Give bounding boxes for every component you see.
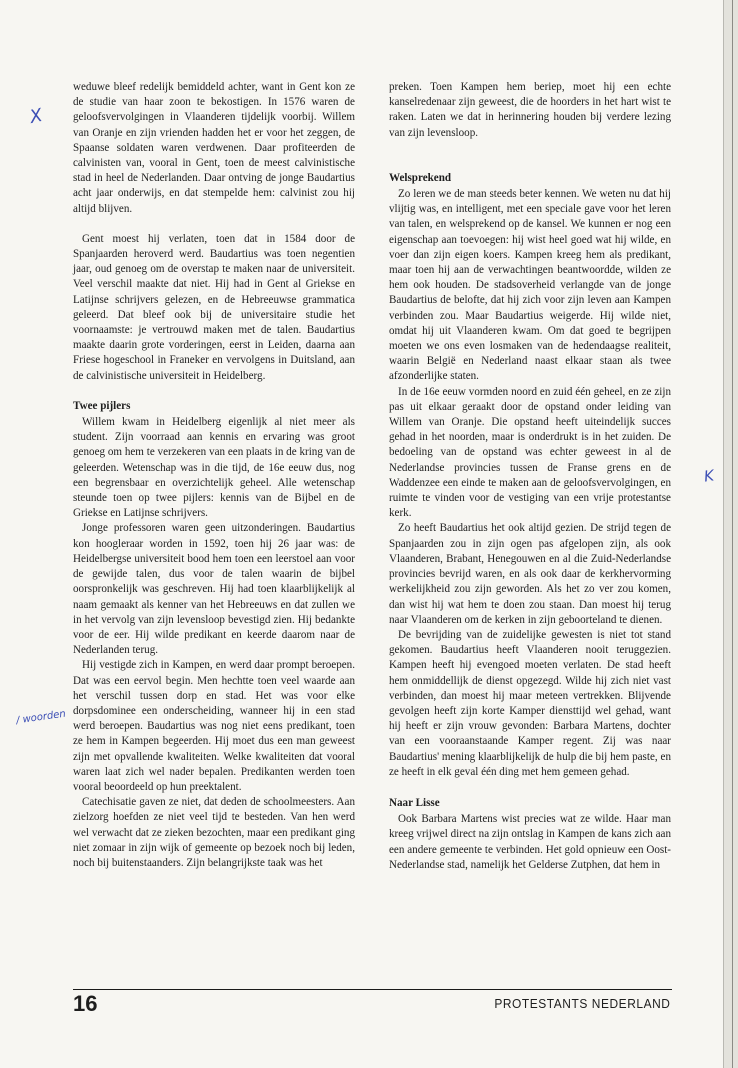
left-paragraph-4: Jonge professoren waren geen uitzonderingen. Baudartius kon hoogleraar worden in 1592, toen hij 26 jaar was: de Heidelbergse universiteit bood hem toen een leerstoel aan voor de gewijde talen, dus voor de talen waarin de bijbel oorspronkelijk was geschreven. Hij had toen klaarblijkelijk al naam gemaakt als kenner van het Hebreeuws en dat zullen we in het vervolg van zijn levensloop bevestigd zien. Hij bedankte voor de eer. Hij wilde predikant en keerde daarom naar de Nederlanden terug. bbox=[73, 522, 355, 657]
right-paragraph-6: Ook Barbara Martens wist precies wat ze wilde. Haar man kreeg vrijwel direct na zijn ontslag in Kampen de kans zich aan een andere gemeente te verbinden. Het gold opnieuw een Oost-Nederlandse stad, namelijk het Gelderse Zutphen, dat hem in bbox=[389, 813, 671, 871]
handwritten-x-left: X bbox=[27, 104, 45, 129]
right-paragraph-4: Zo heeft Baudartius het ook altijd gezien. De strijd tegen de Spanjaarden zou in zijn ogen pas afgelopen zijn, als ook Vlaanderen, Brabant, Henegouwen en al die Zuid-Nederlandse provincies bevrijd waren, en als ook daar de kerkhervorming werkelijkheid zou zijn geworden. Als het zo ver zou komen, dan wist hij wat hem te doen zou staan. Dan moest hij terug naar Vlaanderen om de kerken in zijn geboorteland te dienen. bbox=[389, 522, 671, 626]
left-paragraph-6: Catechisatie gaven ze niet, dat deden de schoolmeesters. Aan zielzorg hoefden ze niet veel tijd te besteden. Van hen werd wel verwacht dat ze zieken bezochten, maar een predikant ging niet zomaar in zijn wijk of gemeente op bezoek noch bij leden, noch bij buitenstaanders. Zijn belangrijkste taak was het bbox=[73, 796, 355, 869]
handwritten-x-right: K bbox=[702, 466, 716, 486]
left-paragraph-5: Hij vestigde zich in Kampen, en werd daar prompt beroepen. Dat was een eervol begin. Men hechtte toen veel waarde aan het verschil tussen dorp en stad. Het was voor elke dorpsdominee een onderscheiding, wanneer hij in een stad werd beroepen. Baudartius was nog niet eens predikant, toen ze hem in Kampen begeerden. Hij moet dus een man geweest zijn met opvallende kwaliteiten. Welke kwaliteiten dat vooral waren laat zich wel nader bepalen. Predikanten werden toen vooral beoordeeld op hun preektalent. bbox=[73, 659, 355, 793]
right-column bbox=[389, 80, 671, 873]
right-paragraph-1: preken. Toen Kampen hem beriep, moet hij een echte kanselredenaar zijn geweest, die de hoorders in het hart wist te raken. Laten we dat in herinnering houden bij verdere lezing van zijn levensloop. bbox=[389, 81, 671, 139]
left-paragraph-1: weduwe bleef redelijk bemiddeld achter, want in Gent kon ze de studie van haar zoon te bekostigen. In 1576 waren de geloofsvervolgingen in Vlaanderen tijdelijk voorbij. Willem van Oranje en zijn vrienden hadden het er voor het zeggen, de Spaanse soldaten waren verdwenen. Daar profiteerden de calvinisten van, vooral in Gent, toen de meest calvinistische stad in heel de Nederlanden. Daar ontving de jonge Baudartius acht jaar onderwijs, en dat stempelde hem: calvinist zou hij altijd blijven. bbox=[73, 81, 355, 215]
heading-naar-lisse: Naar Lisse bbox=[389, 796, 440, 809]
heading-twee-pijlers: Twee pijlers bbox=[73, 399, 131, 412]
right-paragraph-3: In de 16e eeuw vormden noord en zuid één geheel, en ze zijn pas uit elkaar geraakt door de opstand onder leiding van Willem van Oranje. Die opstand heeft uiteindelijk succes gehad in het noorden, maar is onderdrukt is in het zuiden. De bedoeling van de opstand was echter geweest in al de Nederlandse provincies tussen de Franse grens en de Waddenzee een einde te maken aan de geloofsvervolgingen, en ruimte te vinden voor de vestiging van een vrije protestantse kerk. bbox=[389, 385, 671, 520]
heading-welsprekend: Welsprekend bbox=[389, 171, 452, 184]
page-edge-line bbox=[732, 0, 733, 1068]
left-column bbox=[73, 80, 355, 871]
left-paragraph-3: Willem kwam in Heidelberg eigenlijk al niet meer als student. Zijn voorraad aan kennis en ervaring was groot genoeg om hem te verzekeren van een plaats in de kring van de geleerden. Wetenschap was in die tijd, de 16e eeuw dus, nog een begrensbaar en overzichtelijk geheel. Alle wetenschap steunde toen op twee pijlers: kennis van de Bijbel en de Griekse en Latijnse schrijvers. bbox=[73, 416, 355, 520]
page-number: 16 bbox=[73, 991, 98, 1016]
right-paragraph-5: De bevrijding van de zuidelijke gewesten is niet tot stand gekomen. Baudartius heeft Vlaanderen nooit teruggezien. Kampen heeft hij evengoed moeten verlaten. De stad heeft hem onmiddellijk de dienst opgezegd. Wilde hij zich niet vast verbinden, dan moest hij maar meteen vertrekken. Blijvende gevolgen heeft zijn korte Kamper diensttijd wel gehad, want hij heeft er zijn vrouw gevonden: Barbara Martens, dochter van een vooraanstaande Kamper regent. Zij was naar Baudartius' mening klaarblijkelijk de hulp die bij hem paste, en ze heeft in elk geval één ding met hem gemeen gehad. bbox=[389, 628, 671, 778]
page-edge bbox=[723, 0, 738, 1068]
magazine-name: PROTESTANTS NEDERLAND bbox=[493, 996, 670, 1011]
left-paragraph-2: Gent moest hij verlaten, toen dat in 1584 door de Spanjaarden heroverd werd. Baudartius was toen negentien jaar, oud genoeg om de overstap te maken naar de universiteit. Veel verschil maakte dat niet. Hij had in Gent al Griekse en Latijnse schrijvers gelezen, en de Hebreeuwse grammatica geleerd. Dat bleef ook bij de universitaire studie het voornaamste: je vertrouwd maken met de talen. Baudartius maakte daarin grote vorderingen, eerst in Leiden, daarna aan Friese hogeschool in Franeker en vervolgens in Duitsland, aan de calvinistische universiteit in Heidelberg. bbox=[73, 232, 355, 382]
footer-rule bbox=[73, 989, 672, 990]
handwritten-margin-note: / woorden bbox=[15, 708, 67, 727]
right-paragraph-2: Zo leren we de man steeds beter kennen. We weten nu dat hij vlijtig was, en intelligent, met een speciale gave voor het leren van talen, en welsprekend op de kansel. We kunnen er nog een eigenschap aan toevoegen: hij wist heel goed wat hij wilde, en voer dan zijn eigen koers. Kampen kreeg hem als predikant, maar toen hij aan de verwachtingen beantwoordde, wilden ze hem ook houden. De stadsoverheid verlangde van de jonge Baudartius de belofte, dat hij zich voor zijn leven aan Kampen verbinden zou. Maar Baudartius weigerde. Hij wilde niet, omdat hij uit Vlaanderen kwam. Om dat goed te begrijpen moeten we ons even losmaken van de hedendaagse realiteit, waarin België en Nederland naast elkaar staan als twee afzonderlijke staten. bbox=[389, 188, 671, 383]
